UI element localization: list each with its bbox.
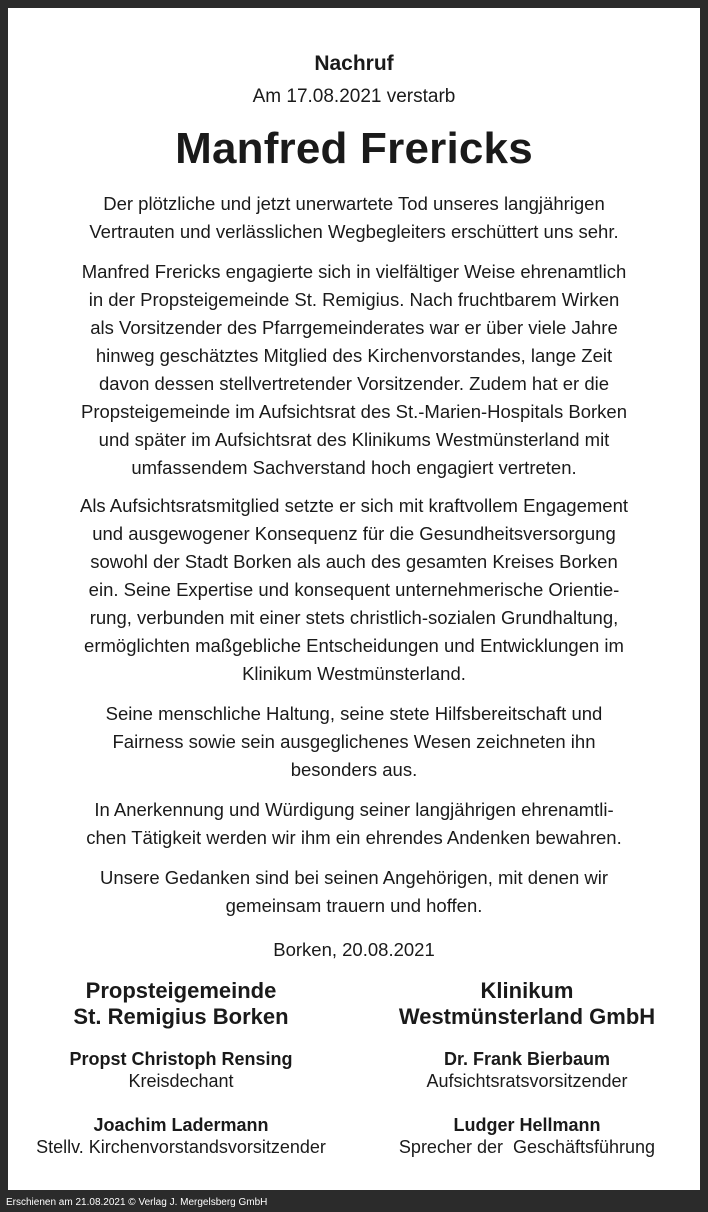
paragraph-line: Unsere Gedanken sind bei seinen Angehörigen, mit denen wir xyxy=(99,867,609,888)
signatory-column-hospital xyxy=(354,978,700,1176)
paragraph-line: Vertrauten und verlässlichen Wegbegleiters erschüttert uns sehr. xyxy=(89,221,619,242)
paragraph-line: sowohl der Stadt Borken als auch des gesamten Kreises Borken xyxy=(90,551,618,572)
paragraph-line: gemeinsam trauern und hoffen. xyxy=(225,895,483,916)
signatory xyxy=(354,1114,700,1176)
signatory-column-parish xyxy=(8,978,354,1176)
paragraph-4 xyxy=(32,700,676,784)
paragraph-line: Als Aufsichtsratsmitglied setzte er sich mit kraftvollem Engagement xyxy=(79,495,629,516)
organization-line: St. Remigius Borken xyxy=(73,1004,289,1029)
signatory-name: Propst Christoph Rensing xyxy=(69,1049,293,1069)
paragraph-2 xyxy=(32,258,676,482)
place-and-date: Borken, 20.08.2021 xyxy=(273,939,435,960)
paragraph-line: Fairness sowie sein ausgeglichenes Wesen zeichneten ihn xyxy=(112,731,596,752)
paragraph-5 xyxy=(32,796,676,852)
paragraph-line: rung, verbunden mit einer stets christlich-sozialen Grundhaltung, xyxy=(89,607,619,628)
signatory-role: Aufsichtsratsvorsitzender xyxy=(426,1071,628,1091)
signatory-role: Sprecher der Geschäftsführung xyxy=(398,1137,656,1157)
signatory xyxy=(8,1048,354,1110)
signatory-name: Ludger Hellmann xyxy=(453,1115,601,1135)
paragraph-line: Seine menschliche Haltung, seine stete Hilfsbereitschaft und xyxy=(105,703,603,724)
signatory xyxy=(8,1114,354,1176)
paragraph-line: und später im Aufsichtsrat des Klinikums Westmünsterland mit xyxy=(98,429,610,450)
paragraph-line: als Vorsitzender des Pfarrgemeinderates war er über viele Jahre xyxy=(90,317,618,338)
deceased-name: Manfred Frericks xyxy=(175,124,533,173)
organization-line: Klinikum xyxy=(480,978,574,1003)
paragraph-line: Propsteigemeinde im Aufsichtsrat des St.-Marien-Hospitals Borken xyxy=(81,401,627,422)
paragraph-line: In Anerkennung und Würdigung seiner langjährigen ehrenamtli- xyxy=(94,799,614,820)
obituary-notice xyxy=(8,8,700,1190)
paragraph-line: und ausgewogener Konsequenz für die Gesundheitsversorgung xyxy=(92,523,616,544)
paragraph-line: chen Tätigkeit werden wir ihm ein ehrendes Andenken bewahren. xyxy=(86,827,622,848)
publication-footer: Erschienen am 21.08.2021 © Verlag J. Mergelsberg GmbH xyxy=(6,1197,268,1208)
organization-line: Propsteigemeinde xyxy=(85,978,277,1003)
signatory-role: Stellv. Kirchenvorstandsvorsitzender xyxy=(36,1137,326,1157)
paragraph-line: davon dessen stellvertretender Vorsitzender. Zudem hat er die xyxy=(98,373,610,394)
signatory xyxy=(354,1048,700,1110)
paragraph-line: ermöglichten maßgebliche Entscheidungen und Entwicklungen im xyxy=(84,635,624,656)
organization-line: Westmünsterland GmbH xyxy=(398,1004,656,1029)
paragraph-line: hinweg geschätztes Mitglied des Kirchenvorstandes, lange Zeit xyxy=(95,345,613,366)
paragraph-line: Klinikum Westmünsterland. xyxy=(242,663,466,684)
paragraph-line: in der Propsteigemeinde St. Remigius. Nach fruchtbarem Wirken xyxy=(88,289,620,310)
notice-heading: Nachruf xyxy=(314,52,394,75)
signatory-role: Kreisdechant xyxy=(128,1071,234,1091)
paragraph-line: ein. Seine Expertise und konsequent unternehmerische Orientie- xyxy=(88,579,620,600)
signatory-name: Joachim Ladermann xyxy=(93,1115,269,1135)
organization-name xyxy=(354,978,700,1044)
paragraph-1 xyxy=(32,190,676,246)
paragraph-line: besonders aus. xyxy=(290,759,418,780)
signatory-name: Dr. Frank Bierbaum xyxy=(443,1049,611,1069)
organization-name xyxy=(8,978,354,1044)
paragraph-line: umfassendem Sachverstand hoch engagiert vertreten. xyxy=(131,457,577,478)
paragraph-3 xyxy=(32,492,676,688)
death-date-line: Am 17.08.2021 verstarb xyxy=(252,86,456,107)
paragraph-6 xyxy=(32,864,676,920)
paragraph-line: Der plötzliche und jetzt unerwartete Tod unseres langjährigen xyxy=(103,193,605,214)
paragraph-line: Manfred Frericks engagierte sich in vielfältiger Weise ehrenamtlich xyxy=(81,261,627,282)
